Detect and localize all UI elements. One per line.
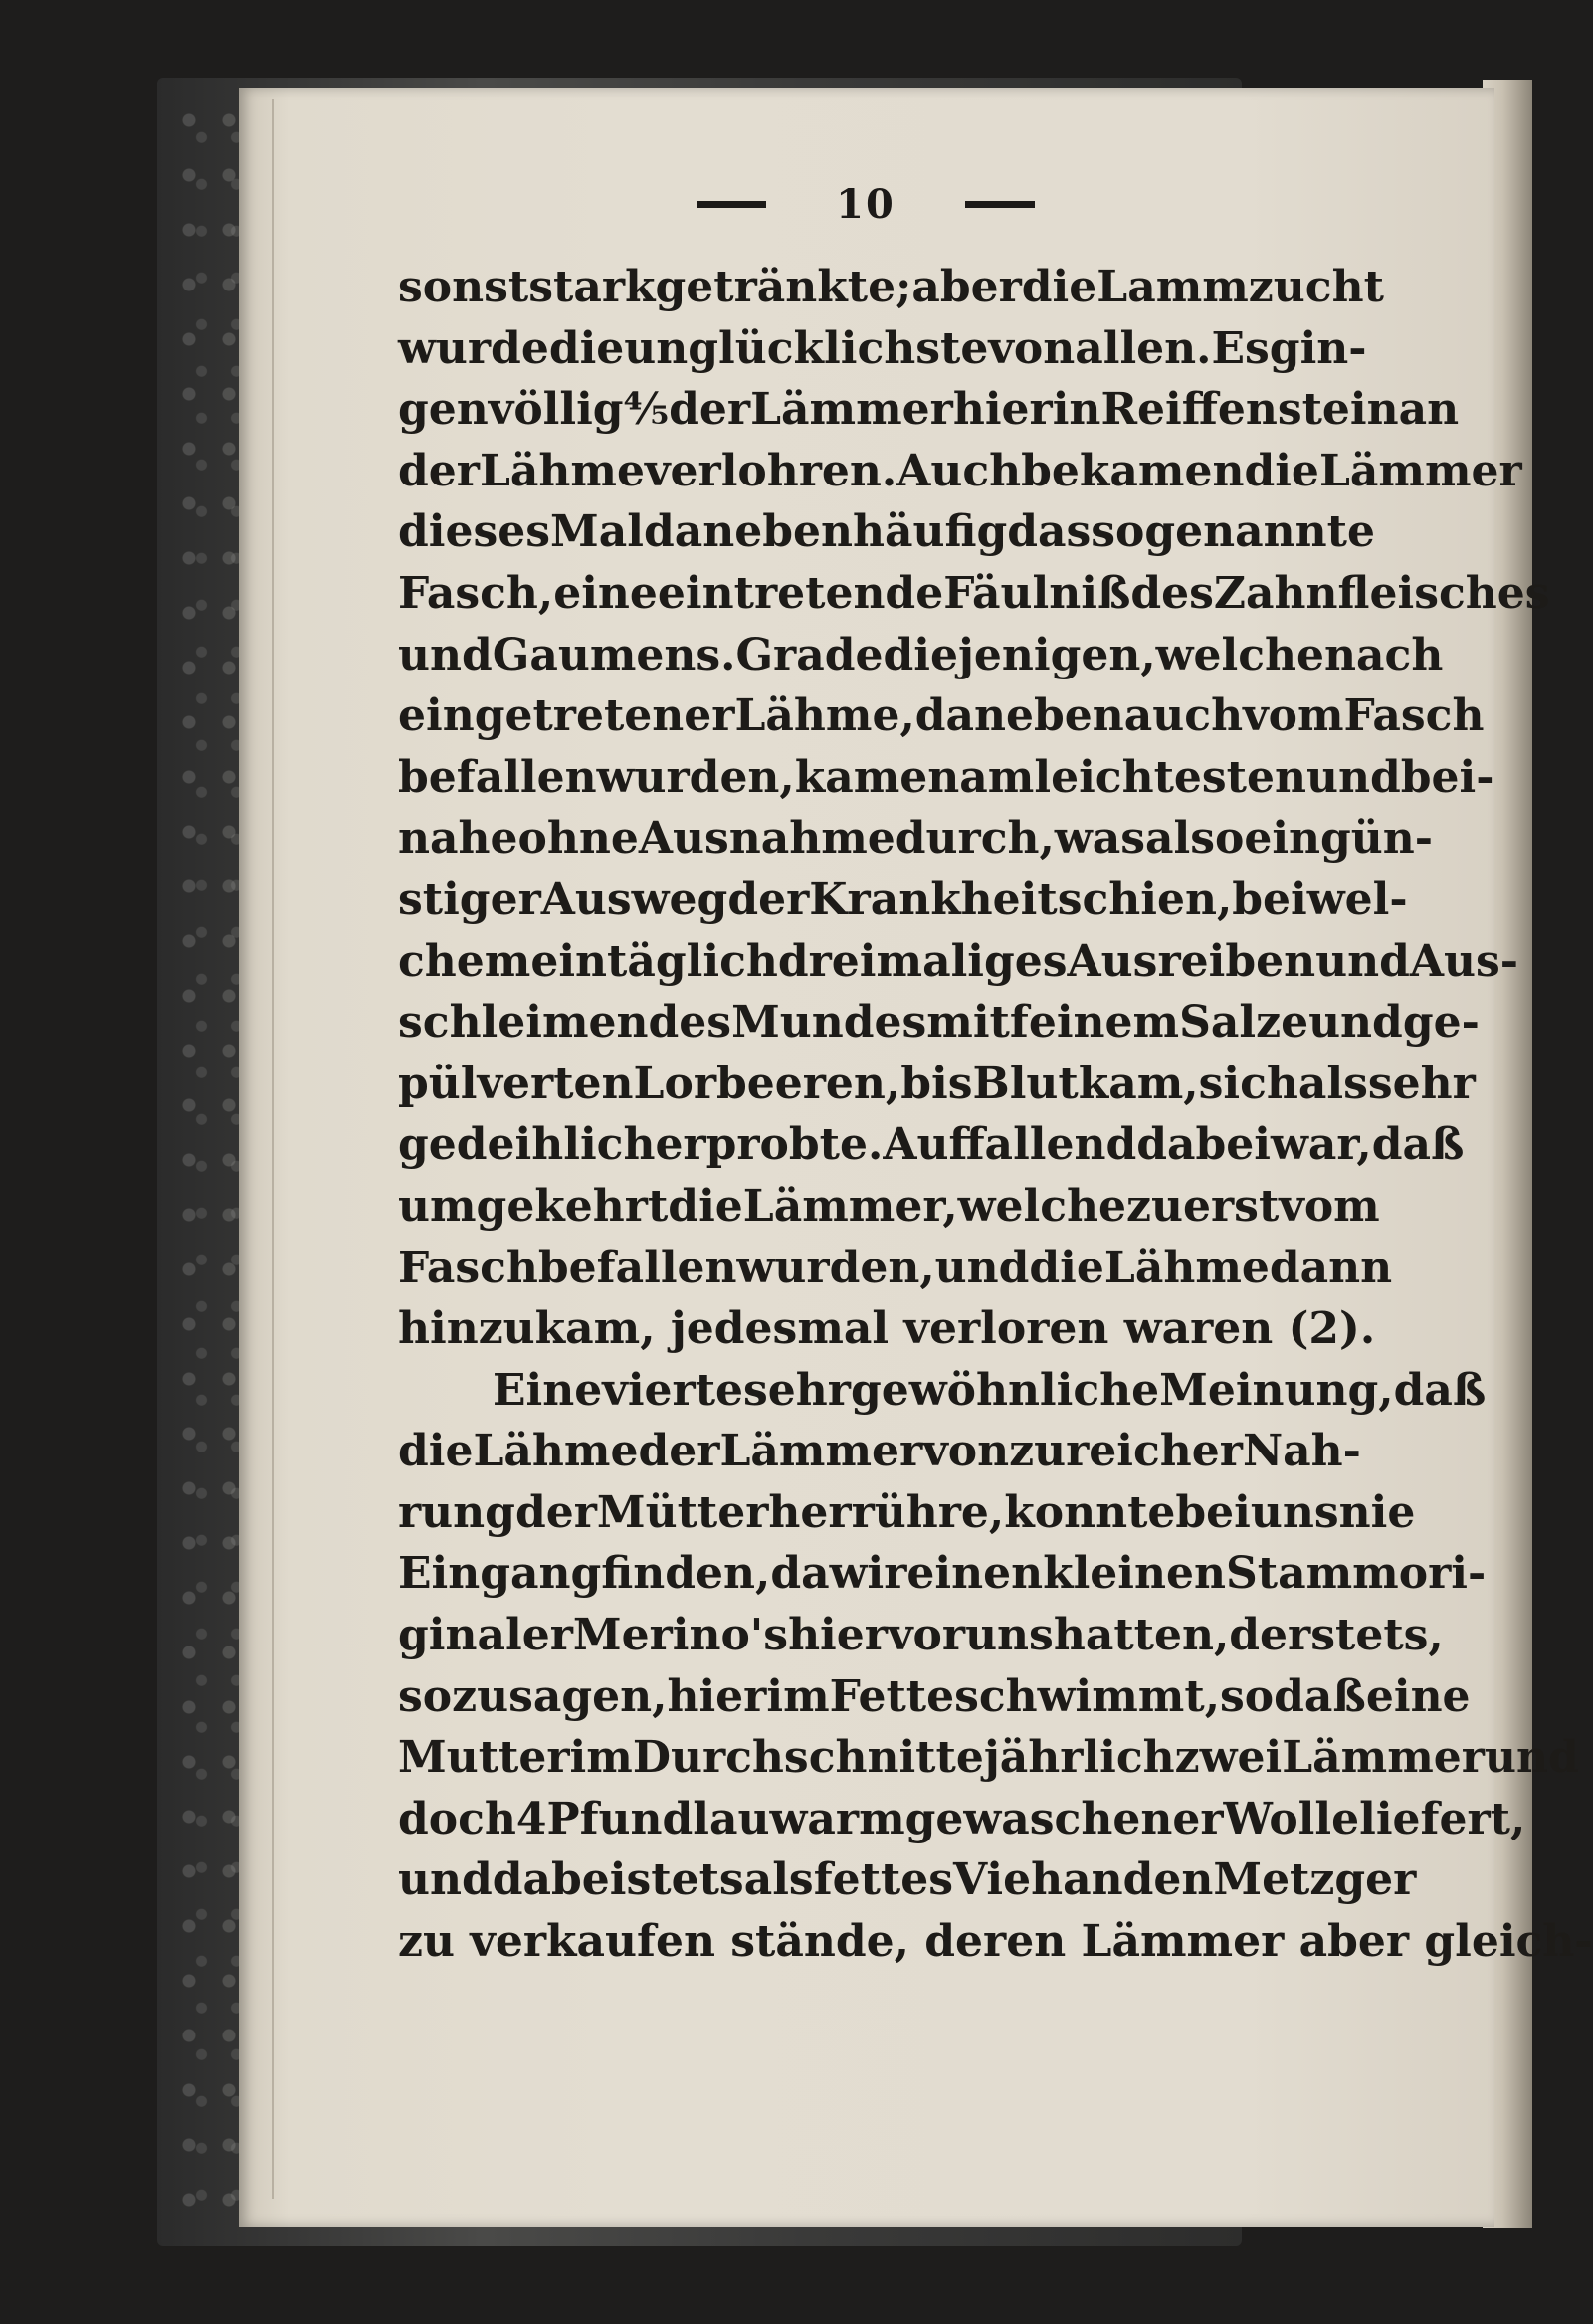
text-line: schleimen des Mundes mit feinem Salze und ge- xyxy=(398,997,1480,1049)
text-line: pülverten Lorbeeren, bis Blut kam, sich als sehr xyxy=(398,1058,1476,1109)
text-line: hinzukam, jedesmal verloren waren (2). xyxy=(398,1303,1376,1355)
text-line: Mutter im Durchschnitte jährlich zwei Lämmer und xyxy=(398,1732,1579,1784)
text-line: wurde die unglücklichste von allen. Es gin- xyxy=(398,322,1367,374)
text-line: nahe ohne Ausnahme durch, was also ein gün- xyxy=(398,813,1434,865)
text-line: und dabei stets als fettes Vieh an den Metzger xyxy=(398,1854,1417,1906)
page-header xyxy=(697,169,1035,239)
marbled-cover-edge xyxy=(177,109,247,2219)
text-line: sonst stark getränkte; aber die Lammzucht xyxy=(398,262,1384,312)
text-line: und Gaumens. Grade diejenigen, welche nach xyxy=(398,629,1444,680)
text-line: doch 4 Pfund lauwarm gewaschener Wolle liefert, xyxy=(398,1793,1526,1844)
header-dash-left xyxy=(697,201,766,208)
text-line: rung der Mütter herrühre, konnte bei uns nie xyxy=(398,1486,1416,1538)
page-body-text xyxy=(398,257,1593,1973)
text-line: eingetretener Lähme, daneben auch vom Fasch xyxy=(398,690,1485,742)
header-dash-right xyxy=(965,201,1035,208)
text-line: die Lähme der Lämmer von zu reicher Nah- xyxy=(398,1426,1361,1477)
page-number: 10 xyxy=(836,180,896,228)
gutter-shadow xyxy=(272,99,274,2199)
text-line: dieses Mal daneben häufig das sogenannte xyxy=(398,506,1375,558)
text-line: zu verkaufen stände, deren Lämmer aber gleich- xyxy=(398,1916,1593,1968)
text-line: Eine vierte sehr gewöhnliche Meinung, daß xyxy=(493,1364,1487,1416)
text-line: ginaler Merino's hier vor uns hatten, der stets, xyxy=(398,1610,1444,1661)
text-line: Fasch befallen wurden, und die Lähme dann xyxy=(398,1242,1393,1293)
text-line: der Lähme verlohren. Auch bekamen die Lämmer xyxy=(398,445,1522,496)
text-line: Eingang finden, da wir einen kleinen Stamm ori- xyxy=(398,1548,1487,1600)
text-line: gen völlig ⅘ der Lämmer hier in Reiffenstein an xyxy=(398,384,1460,436)
text-line: Fasch, eine eintretende Fäulniß des Zahnfleisches xyxy=(398,567,1550,619)
text-line: chem ein täglich dreimaliges Ausreiben und Aus- xyxy=(398,935,1519,987)
text-line: so zu sagen, hier im Fette schwimmt, so daß eine xyxy=(398,1670,1471,1722)
text-line: stiger Ausweg der Krankheit schien, bei wel- xyxy=(398,873,1408,925)
text-line: gedeihlich erprobte. Auffallend dabei war, daß xyxy=(398,1119,1465,1171)
text-line: umgekehrt die Lämmer, welche zuerst vom xyxy=(398,1180,1380,1232)
text-line: befallen wurden, kamen am leichtesten und bei- xyxy=(398,751,1494,803)
